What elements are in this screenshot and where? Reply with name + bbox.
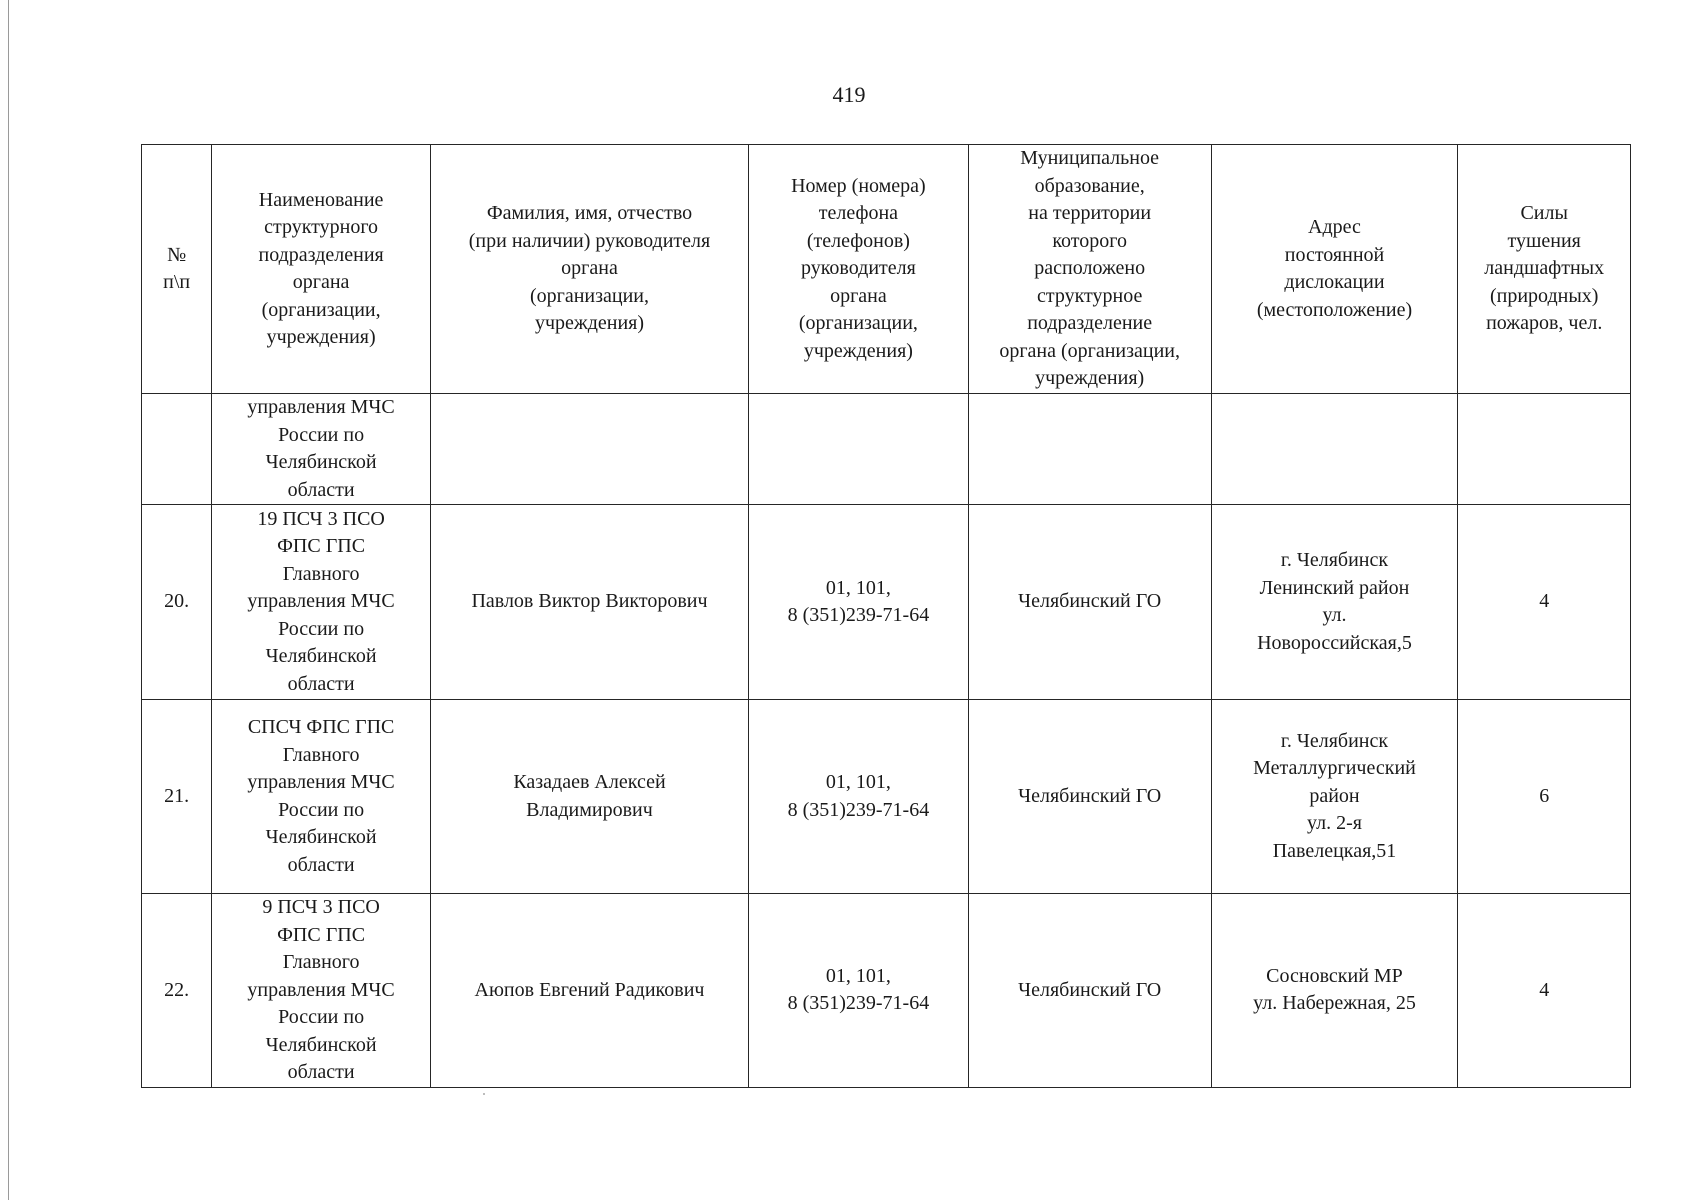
- cell-text-line: управления МЧС: [247, 978, 395, 1001]
- cell-text-line: Металлургический: [1253, 757, 1416, 780]
- cell-text-line: области: [287, 478, 355, 501]
- cell-text-line: Наименование: [258, 188, 384, 211]
- cell-text-line: России по: [278, 1006, 365, 1028]
- cell-number: [142, 394, 212, 505]
- cell-phone: [749, 894, 969, 1088]
- cell-text-line: органа (организации,: [999, 339, 1181, 362]
- cell-address: [1211, 505, 1458, 700]
- header-cell-head: [430, 145, 748, 394]
- cell-text-line: учреждения): [534, 312, 645, 335]
- cell-text-line: район: [1309, 784, 1360, 807]
- cell-head: [430, 505, 748, 700]
- cell-text-line: на территории: [1028, 202, 1152, 225]
- header-cell-forces: [1458, 145, 1631, 394]
- cell-text-line: пожаров, чел.: [1486, 312, 1603, 335]
- cell-text-line: 9 ПСЧ 3 ПСО: [262, 896, 380, 918]
- cell-text-line: органа: [561, 257, 618, 280]
- cell-text-line: ФПС ГПС: [277, 535, 366, 558]
- cell-text-line: органа: [830, 284, 887, 307]
- cell-text-line: Главного: [282, 743, 360, 766]
- cell-text-line: расположено: [1034, 257, 1146, 280]
- cell-text-line: Челябинской: [265, 645, 377, 668]
- cell-text-line: Челябинский ГО: [1018, 784, 1162, 807]
- cell-text-line: 8 (351)239-71-64: [787, 798, 930, 821]
- table-row: [142, 505, 1631, 700]
- cell-text-line: ул. 2-я: [1307, 812, 1362, 835]
- header-cell-unit: [212, 145, 431, 394]
- cell-text-line: Фамилия, имя, отчество: [486, 202, 693, 225]
- table-row: [142, 894, 1631, 1088]
- dislocation-table: [141, 144, 1631, 1088]
- cell-text-line: России по: [278, 798, 365, 821]
- header-cell-municipality: [968, 145, 1211, 394]
- cell-text-line: Челябинский ГО: [1018, 590, 1162, 613]
- cell-text-line: учреждения): [266, 326, 376, 348]
- cell-text-line: №: [167, 243, 187, 266]
- cell-text-line: Казадаев Алексей: [513, 771, 666, 793]
- cell-text-line: 01, 101,: [825, 964, 891, 987]
- table-row-continuation: [142, 394, 1631, 505]
- header-cell-number: [142, 145, 212, 394]
- cell-forces: 4: [1458, 894, 1631, 1088]
- cell-text-line: Номер (номера): [791, 174, 926, 197]
- cell-text-line: ул.: [1322, 604, 1347, 626]
- cell-text-line: (организации,: [798, 312, 918, 335]
- cell-text-line: тушения: [1507, 229, 1581, 252]
- cell-text-line: 8 (351)239-71-64: [787, 604, 930, 626]
- cell-text-line: Челябинской: [265, 1033, 377, 1056]
- cell-text-line: (организации,: [261, 298, 381, 321]
- cell-unit: [212, 700, 431, 894]
- cell-number: 20.: [142, 505, 212, 700]
- cell-text-line: России по: [278, 617, 365, 640]
- cell-text-line: ФПС ГПС: [277, 923, 366, 946]
- cell-unit: [212, 505, 431, 700]
- header-cell-phone: [749, 145, 969, 394]
- cell-text-line: (телефонов): [806, 229, 910, 252]
- cell-address: [1211, 894, 1458, 1088]
- cell-text-line: Новороссийская,5: [1257, 631, 1412, 654]
- cell-forces: [1458, 394, 1631, 505]
- cell-text-line: 01, 101,: [825, 576, 891, 599]
- cell-text-line: Главного: [282, 562, 360, 585]
- cell-text-line: Владимирович: [526, 798, 653, 821]
- cell-text-line: образование,: [1034, 174, 1145, 197]
- cell-text-line: п\п: [163, 271, 191, 293]
- cell-text-line: 19 ПСЧ 3 ПСО: [257, 507, 385, 530]
- cell-text-line: области: [287, 853, 355, 876]
- cell-text-line: которого: [1052, 229, 1127, 252]
- cell-text-line: (при наличии) руководителя: [468, 229, 711, 252]
- table-row: [142, 700, 1631, 894]
- cell-head: [430, 394, 748, 505]
- cell-text-line: СПСЧ ФПС ГПС: [247, 716, 395, 738]
- cell-text-line: управления МЧС: [247, 590, 395, 613]
- cell-text-line: 01, 101,: [825, 771, 891, 793]
- cell-text-line: Сосновский МР: [1266, 964, 1403, 987]
- cell-text-line: Адрес: [1308, 216, 1361, 238]
- cell-head: [430, 700, 748, 894]
- scan-edge-line: [8, 0, 9, 1200]
- cell-unit: [212, 394, 431, 505]
- cell-text-line: управления МЧС: [247, 771, 395, 793]
- cell-text-line: Аюпов Евгений Радикович: [474, 978, 705, 1001]
- cell-text-line: (природных): [1489, 284, 1599, 307]
- cell-text-line: Павелецкая,51: [1272, 839, 1397, 862]
- cell-text-line: постоянной: [1284, 243, 1385, 266]
- cell-municipality: [968, 505, 1211, 700]
- cell-text-line: учреждения): [803, 339, 913, 362]
- cell-text-line: ландшафтных: [1484, 257, 1605, 280]
- cell-text-line: г. Челябинск: [1280, 729, 1389, 752]
- table-header-row: [142, 145, 1631, 394]
- cell-text-line: (местоположение): [1256, 298, 1413, 321]
- cell-text-line: области: [287, 672, 355, 695]
- cell-text-line: структурное: [1036, 284, 1143, 307]
- cell-address: [1211, 394, 1458, 505]
- cell-text-line: телефона: [818, 202, 899, 225]
- cell-text-line: Ленинский район: [1259, 576, 1410, 599]
- cell-head: [430, 894, 748, 1088]
- cell-text-line: ул. Набережная, 25: [1253, 992, 1416, 1015]
- page-number: 419: [832, 82, 866, 107]
- cell-text-line: Павлов Виктор Викторович: [471, 590, 708, 613]
- cell-address: [1211, 700, 1458, 894]
- cell-phone: [749, 700, 969, 894]
- cell-text-line: г. Челябинск: [1280, 549, 1389, 571]
- cell-text-line: 8 (351)239-71-64: [787, 992, 930, 1015]
- cell-phone: [749, 505, 969, 700]
- scan-speck: [483, 1093, 485, 1095]
- cell-text-line: Челябинской: [265, 451, 377, 473]
- cell-text-line: Силы: [1520, 202, 1568, 225]
- cell-text-line: управления МЧС: [247, 396, 395, 418]
- header-cell-address: [1211, 145, 1458, 394]
- cell-unit: [212, 894, 431, 1088]
- cell-text-line: органа: [292, 271, 350, 293]
- cell-number: 22.: [142, 894, 212, 1088]
- cell-text-line: учреждения): [1035, 367, 1145, 390]
- cell-forces: 6: [1458, 700, 1631, 894]
- cell-text-line: Муниципальное: [1020, 147, 1160, 170]
- cell-phone: [749, 394, 969, 505]
- cell-forces: 4: [1458, 505, 1631, 700]
- cell-text-line: Челябинский ГО: [1018, 978, 1162, 1001]
- cell-text-line: структурного: [264, 216, 379, 238]
- cell-municipality: [968, 894, 1211, 1088]
- cell-municipality: [968, 700, 1211, 894]
- cell-text-line: руководителя: [800, 257, 916, 280]
- cell-text-line: подразделение: [1027, 312, 1153, 335]
- cell-text-line: подразделения: [258, 243, 384, 266]
- cell-text-line: Челябинской: [265, 826, 377, 848]
- cell-text-line: дислокации: [1284, 271, 1385, 293]
- cell-number: 21.: [142, 700, 212, 894]
- cell-text-line: Главного: [282, 951, 360, 973]
- cell-text-line: области: [287, 1061, 355, 1083]
- cell-text-line: России по: [278, 423, 365, 446]
- cell-text-line: (организации,: [529, 284, 650, 307]
- cell-municipality: [968, 394, 1211, 505]
